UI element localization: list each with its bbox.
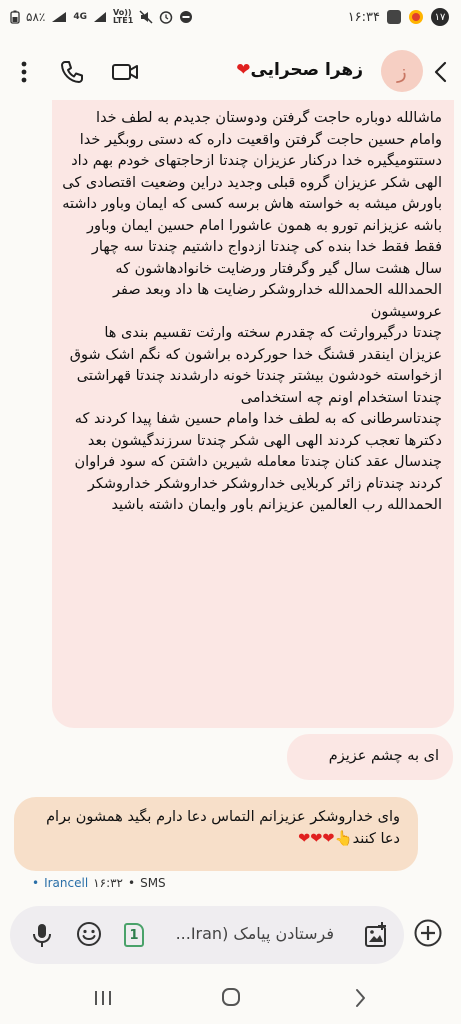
message-input[interactable]: فرستادن پیامک (Iran...	[175, 924, 334, 943]
separator-dot: •	[128, 876, 136, 890]
emoji-icon[interactable]	[76, 921, 102, 947]
back-icon[interactable]	[352, 986, 368, 1010]
message-bubble-incoming[interactable]: ماشالله دوباره حاجت گرفتن ودوستان جدیدم به لطف خدا وامام حسین حاجت گرفتن واقعیت داره که دستی روبگیر خدا دستتومیگیره خدا درکنار عزیزان چندتا ازحاجتهای خودم بهم داد الهی شکر عزیزان گروه قبلی وجدید دراین وضعیت اقتصادی کی باورش میشه به خواسته هاش برسه کسی که ایمان وباور داشته باشه عزیزانم تورو به همون عاشورا امام حسین ایمان وباور فقط فقط خدا بنده کی چندتا ازدواج داشتیم چندتا سه چهار سال هشت سال گیر وگرفتار ورضایت خانوادهاشون که الحمدالله الحمدالله خداروشکر رضایت ها داد وبعد صفر عروسیشون چندتا درگیروارثت که چقدرم سخته وارثت تقسیم بندی ها عزیزان اینقدر قشنگ خدا حورکرده براشون که نگم اشک شوق ازخواسته خودشون بیشتر چندتا خونه دارشدند چندتا قهراشتی چندتا استخدام اونم چه استخدامی چندتاسرطانی که به لطف خدا وامام حسین شفا پیدا کردند که دکترها تعجب کردند الهی الهی شکر چندتا سرزندگیشون بعد چندسال عقد کنان چندتا معامله شیرین داشتن که سود فراوان کردند چندتام زائر کربلایی خداروشکر خداروشکر خداروشکر الحمدالله رب العالمین عزیزانم باور وایمان داشته باشید	[52, 100, 454, 728]
mute-icon	[139, 10, 153, 24]
battery-icon	[10, 10, 20, 24]
more-vert-icon[interactable]	[14, 58, 34, 86]
message-type: SMS	[140, 876, 166, 890]
network-type: 4G	[73, 12, 87, 22]
message-composer	[10, 906, 404, 964]
phone-icon[interactable]	[58, 58, 86, 86]
volte-label: Vo)) LTE1	[113, 8, 134, 25]
avatar[interactable]: ز	[381, 50, 423, 92]
system-nav-bar	[0, 980, 461, 1024]
status-time: ۱۶:۳۴	[347, 9, 380, 25]
signal-icon	[51, 11, 67, 23]
add-circle-icon[interactable]	[413, 918, 443, 948]
signal-icon-2	[93, 11, 107, 23]
home-icon[interactable]	[220, 986, 242, 1008]
status-bar	[0, 0, 461, 36]
notif-count-badge: ۱۷	[431, 8, 449, 26]
message-time: ۱۶:۳۲	[93, 876, 123, 890]
contact-name-text: زهرا صحرایی	[250, 60, 363, 80]
message-bubble-incoming[interactable]: ای به چشم عزیزم	[287, 734, 453, 780]
sim-dot: •	[32, 876, 40, 890]
pointing-up-emoji: 👆	[334, 830, 353, 847]
gallery-attach-icon[interactable]	[362, 920, 392, 950]
recent-apps-icon[interactable]	[92, 988, 114, 1008]
message-bubble-outgoing[interactable]	[14, 797, 418, 871]
message-meta	[32, 876, 166, 890]
message-text: وای خداروشکر عزیزانم التماس دعا دارم بگید همشون برام دعا کنند	[46, 809, 400, 847]
contact-name[interactable]	[236, 60, 363, 80]
app-notif-icon	[387, 10, 401, 24]
chevron-left-icon[interactable]	[429, 58, 451, 86]
status-right	[348, 8, 449, 26]
hearts-emoji: ❤❤❤	[298, 830, 335, 847]
carrier-name: Irancell	[44, 876, 89, 890]
status-left	[10, 9, 193, 25]
mic-icon[interactable]	[30, 921, 54, 949]
app-notif-icon-2	[408, 9, 424, 25]
video-icon[interactable]	[110, 58, 140, 86]
alarm-icon	[159, 10, 173, 24]
sim-selector[interactable]: 1	[124, 923, 144, 947]
dnd-icon	[179, 10, 193, 24]
conversation-header	[0, 44, 461, 100]
battery-level: ۵۸٪	[26, 10, 46, 24]
heart-icon: ❤	[236, 60, 251, 80]
